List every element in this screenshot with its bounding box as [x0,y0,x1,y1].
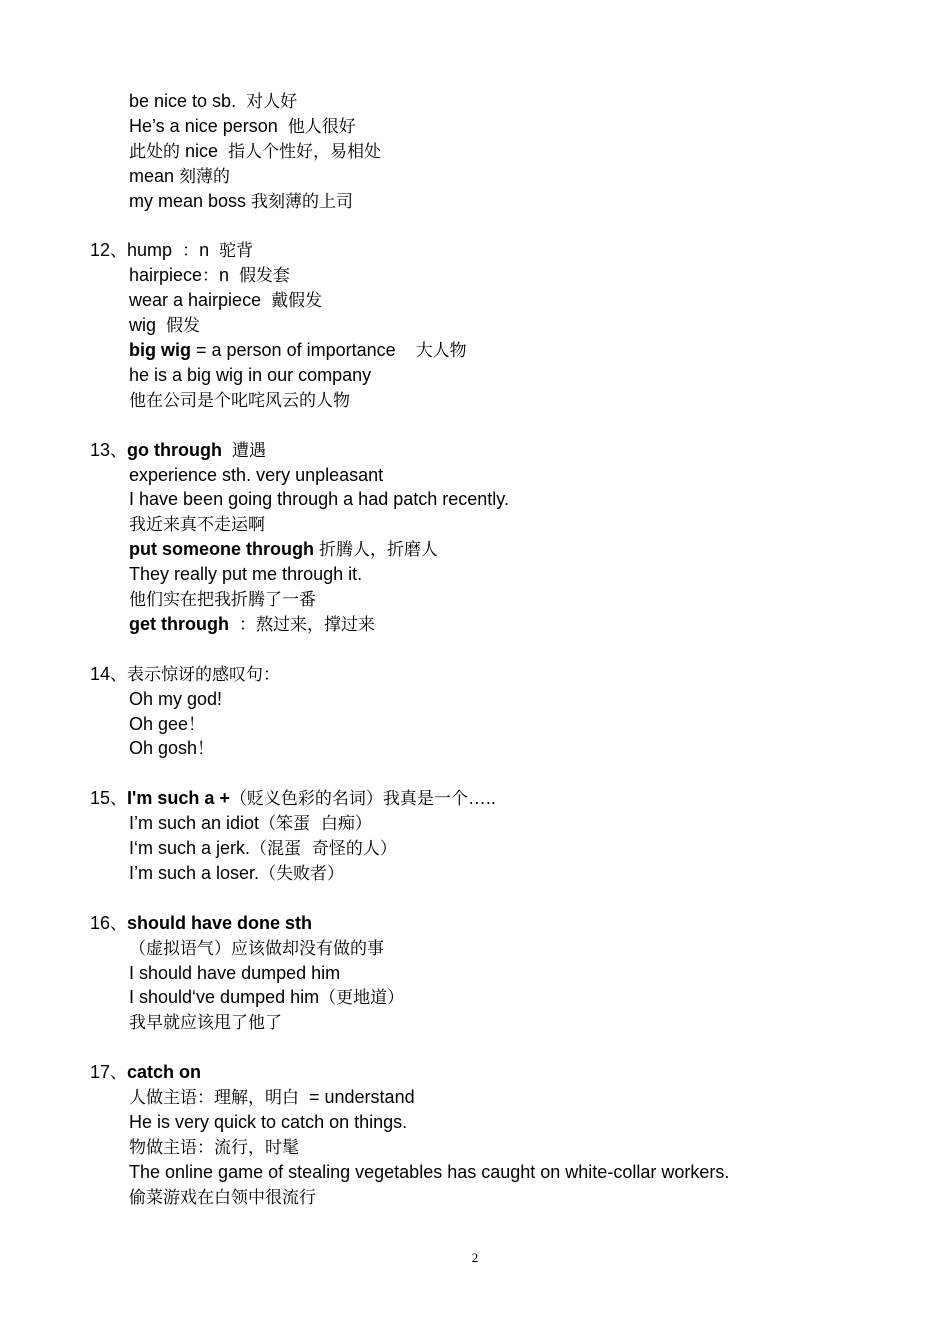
text-segment: Oh gosh [129,738,198,759]
text-line [129,487,509,512]
text-segment: = understand [299,1087,415,1107]
text-segment: The online game of stealing vegetables has caught on white-collar workers. [129,1161,730,1182]
section-heading [90,438,266,463]
text-line [129,562,362,587]
text-segment: （失败者） [259,863,345,884]
text-line [129,836,397,861]
text-line [129,1010,282,1035]
text-segment: 、 [110,1063,128,1084]
section-heading [90,662,280,687]
text-line [129,338,467,363]
text-line [129,587,316,612]
text-segment: ： [182,241,200,262]
text-line [129,89,297,114]
text-line [129,1110,407,1135]
text-segment: 人做主语：理解，明白 [129,1088,299,1108]
section-heading [90,238,253,263]
text-line [129,1135,299,1160]
text-segment: 我刻薄的上司 [251,191,354,212]
text-segment: 此处的 [129,141,180,162]
text-line [129,114,356,139]
section-heading [90,1060,201,1085]
text-segment: = a person of importance [191,340,416,360]
text-segment: 大人物 [415,341,467,361]
text-segment: Oh my god! [129,688,223,709]
text-segment: ： [202,266,220,287]
text-line [129,712,205,737]
text-segment: 折腾人，折磨人 [319,540,438,561]
section-heading [90,786,496,811]
text-segment: 对人好 [246,92,298,112]
text-line [129,612,375,637]
text-line [129,388,350,413]
text-line [129,263,290,288]
text-segment: I should‘ve dumped him [129,987,320,1008]
text-segment: I should have dumped him [129,962,341,983]
text-segment: 14 [90,663,111,684]
bold-term: big wig [129,340,191,360]
text-segment: 、 [110,913,128,934]
text-segment: They really put me through it. [129,564,363,585]
text-segment: I have been going through a had patch recently. [129,489,509,510]
text-segment: hump [127,240,183,261]
text-segment: 、 [110,241,128,262]
text-segment: ！ [197,739,215,760]
text-segment: ：熬过来，撑过来 [239,614,375,635]
text-segment: 他在公司是个叱咤风云的人物 [129,390,350,411]
text-line [129,537,438,562]
text-segment: Oh gee [129,713,189,734]
text-segment: 假发 [166,316,201,337]
text-segment: 、 [110,789,128,810]
text-segment: my mean boss [129,190,252,211]
text-line [129,687,222,712]
text-segment: 17 [90,1062,111,1083]
text-line [129,463,383,488]
text-segment: 假发套 [239,266,291,287]
text-segment [229,614,239,634]
section-heading [90,911,312,936]
text-segment: n [199,240,220,261]
text-segment: 物做主语：流行，时髦 [129,1137,299,1158]
text-segment: ….. [467,788,496,809]
text-segment: n [219,265,240,286]
text-segment: I‘m such a jerk. [129,838,251,858]
text-segment: mean [129,165,180,186]
bold-term: catch on [127,1062,202,1083]
text-segment: wig [129,315,167,336]
text-line [129,164,230,189]
text-segment: （贬义色彩的名词）我真是一个 [229,789,468,810]
text-line [129,1085,415,1110]
text-line [129,861,344,886]
text-line [129,189,353,214]
text-segment: be nice to sb. [129,91,247,111]
text-line [129,288,322,313]
text-segment: I’m such a loser. [129,862,260,883]
text-segment: 偷菜游戏在白领中很流行 [129,1187,316,1208]
text-line [129,512,265,537]
text-segment: wear a hairpiece [129,290,272,311]
text-segment: （虚拟语气）应该做却没有做的事 [129,938,384,959]
text-line [129,961,340,986]
bold-term: go through [127,439,222,460]
bold-term: get through [129,613,229,634]
text-segment: 12 [90,240,111,261]
text-line [129,1185,316,1210]
text-segment: 、 [110,440,128,461]
text-segment: 15 [90,788,111,809]
text-line [129,985,404,1010]
text-segment: experience sth. very unpleasant [129,464,384,485]
text-segment: 遭遇 [232,440,267,461]
text-segment: 刻薄的 [179,166,231,187]
text-segment: nice [180,140,229,161]
text-line [129,736,214,761]
bold-term: put someone through [129,539,314,560]
text-segment: （更地道） [319,988,405,1009]
bold-term: should have done sth [127,912,313,933]
text-segment: He is very quick to catch on things. [129,1111,408,1132]
text-segment: 13 [90,439,111,460]
text-segment: he is a big wig in our company [129,364,372,385]
text-segment: 他人很好 [287,116,356,137]
text-segment: 驼背 [219,241,254,262]
text-segment: 16 [90,912,111,933]
text-segment: 、表示惊讶的感叹句： [110,664,281,685]
text-line [129,811,372,836]
text-line [129,936,384,961]
page-number: 2 [471,1250,479,1265]
text-segment: 我近来真不走运啊 [129,515,265,536]
text-segment [222,440,232,460]
text-segment: hairpiece [129,265,203,286]
text-segment: 我早就应该甩了他了 [129,1013,282,1034]
text-line [129,363,371,388]
text-segment: 他们实在把我折腾了一番 [129,590,316,610]
text-segment: I’m such an idiot [129,813,260,834]
text-line [129,139,381,164]
text-segment: 指人个性好，易相处 [228,141,382,162]
bold-term: I'm such a + [127,788,230,809]
text-segment: （笨蛋 白痴） [259,814,372,835]
text-line [129,313,200,338]
text-segment: 戴假发 [271,291,323,312]
text-segment: He’s a nice person [129,115,288,136]
text-segment: ！ [188,714,206,735]
text-line [129,1160,729,1185]
text-segment: （混蛋 奇怪的人） [250,839,397,859]
